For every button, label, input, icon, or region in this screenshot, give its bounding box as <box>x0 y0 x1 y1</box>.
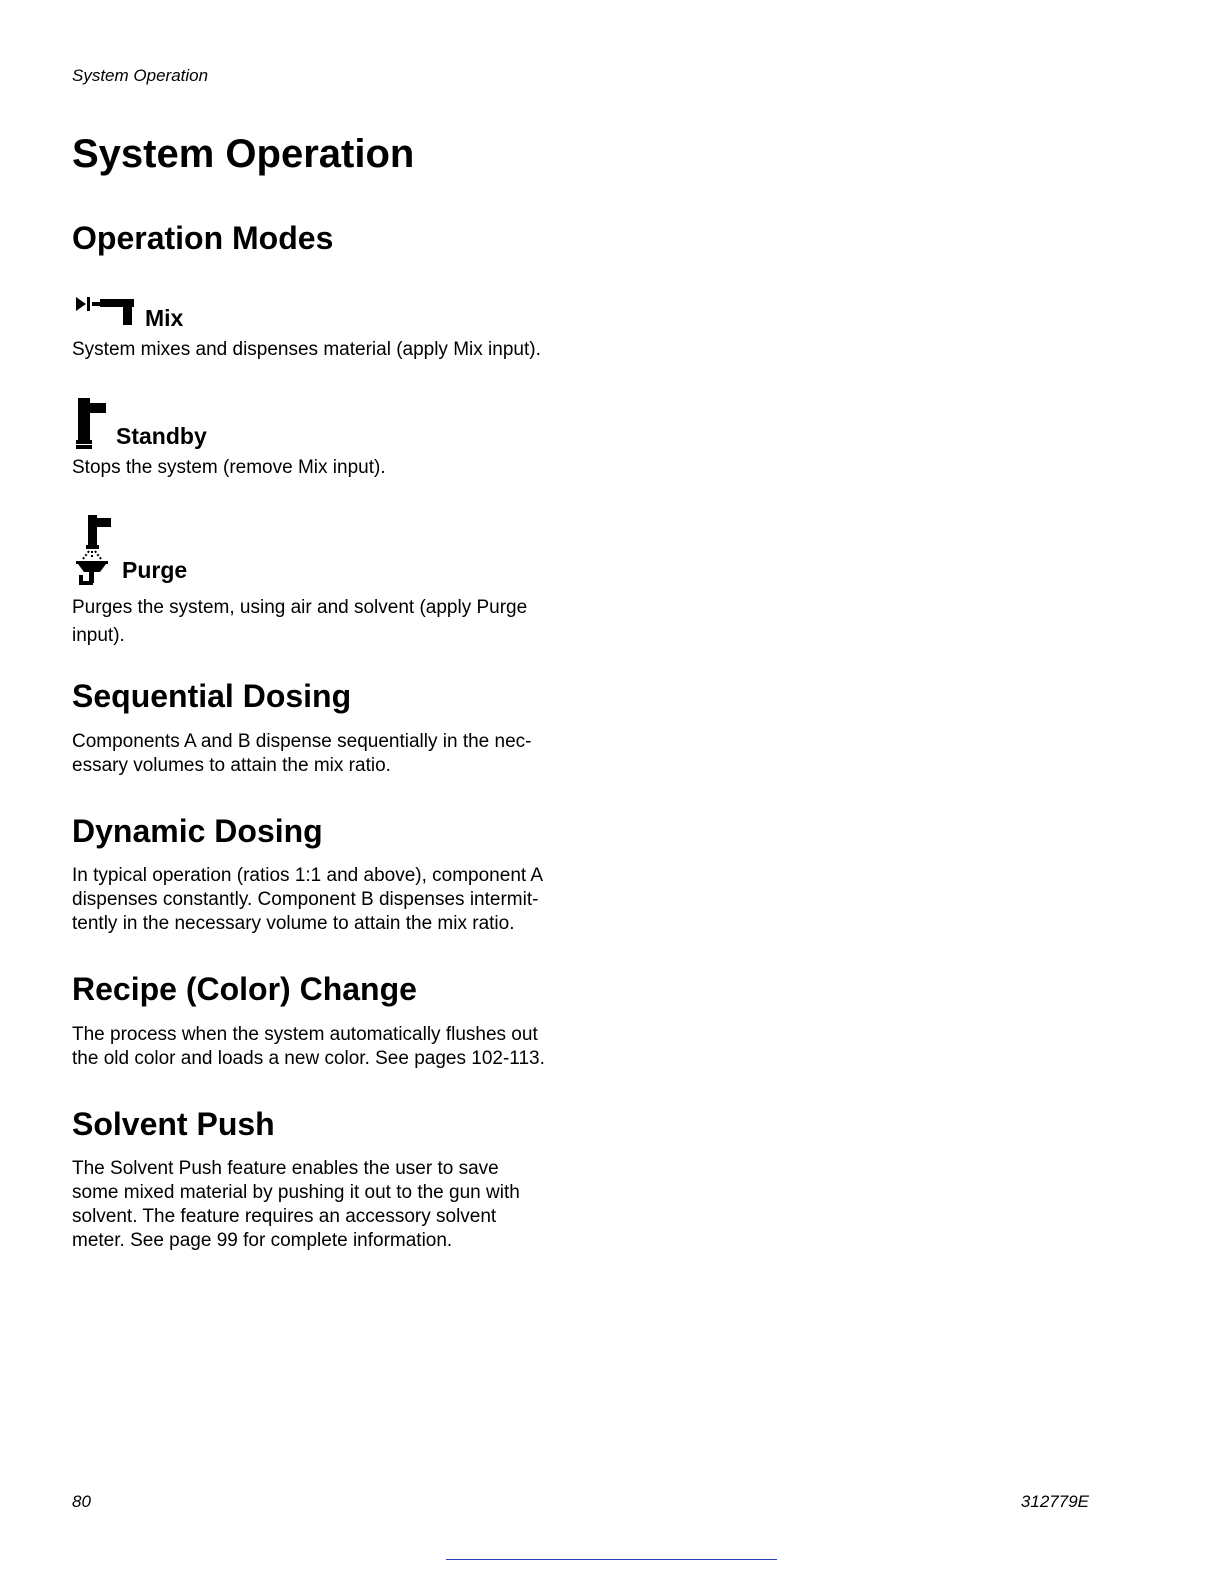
mix-gun-icon <box>76 297 136 327</box>
page-number: 80 <box>72 1492 91 1511</box>
mode-label-standby: Standby <box>116 423 207 449</box>
section-body-sequential-dosing: Components A and B dispense sequentially in the nec-essary volumes to attain the mix ratio. <box>72 731 532 776</box>
section-body-dynamic-dosing: In typical operation (ratios 1:1 and above), component A dispenses constantly. Component B dispenses intermit-tently in the necessary volume to attain the mix ratio. <box>72 865 543 934</box>
section-heading-sequential-dosing: Sequential Dosing <box>72 678 352 714</box>
section-heading-recipe-color-change: Recipe (Color) Change <box>72 971 417 1007</box>
section-body-recipe-color-change: The process when the system automatically flushes out the old color and loads a new color. See pages 102-113. <box>72 1024 545 1069</box>
bottom-rule <box>446 1559 777 1560</box>
mode-label-mix: Mix <box>145 305 184 331</box>
mode-label-purge: Purge <box>122 557 188 583</box>
section-body-solvent-push: The Solvent Push feature enables the user to save some mixed material by pushing it out to the gun with solvent. The feature requires an accessory solvent meter. See page 99 for complete information. <box>72 1158 520 1251</box>
document-number: 312779E <box>1020 1492 1089 1511</box>
mode-description-standby: Stops the system (remove Mix input). <box>72 457 386 478</box>
running-header: System Operation <box>72 66 209 85</box>
section-heading-solvent-push: Solvent Push <box>72 1106 275 1142</box>
section-heading-dynamic-dosing: Dynamic Dosing <box>72 813 323 849</box>
purge-gun-icon <box>76 515 112 587</box>
mode-description-mix: System mixes and dispenses material (apply Mix input). <box>72 339 541 360</box>
operation-modes-heading: Operation Modes <box>72 220 334 256</box>
mode-description-purge: Purges the system, using air and solvent (apply Purge input). <box>72 597 528 646</box>
page-title: System Operation <box>72 132 415 176</box>
standby-gun-icon <box>74 398 108 450</box>
